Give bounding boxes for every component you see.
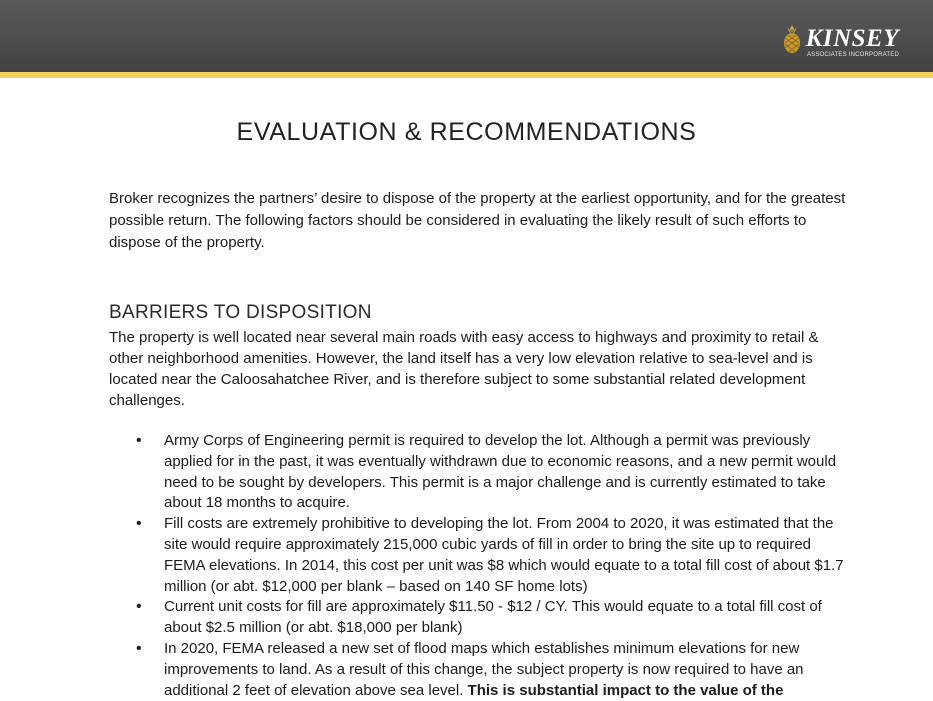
bullet-item-unit-costs: • Current unit costs for fill are approximately $11.50 - $12 / CY. This would equate to a total fill cost of about $2.5 million (or abt. $18,000 per blank)	[109, 597, 849, 639]
intro-paragraph: Broker recognizes the partners’ desire to dispose of the property at the earliest opportunity, and for the greatest possible return. The following factors should be considered in evaluating the likely result of such efforts to dispose of the property.	[109, 190, 846, 251]
section-heading-barriers: BARRIERS TO DISPOSITION	[109, 302, 372, 323]
barriers-bullet-list	[109, 431, 849, 701]
header-bar	[0, 0, 933, 72]
header-accent-rule	[0, 72, 933, 78]
bullet-fema-bold-text: This is substantial impact to the value of the	[467, 681, 784, 699]
company-logo	[780, 26, 899, 59]
page-title: EVALUATION & RECOMMENDATIONS	[236, 118, 697, 146]
logo-tagline: ASSOCIATES INCORPORATED	[806, 52, 899, 58]
bullet-fema-text: In 2020, FEMA released a new set of flood maps which establishes minimum elevations for new improvements to land. As a result of this change, the subject property is now required to have an additional 2 feet of elevation above sea level.	[164, 639, 804, 699]
bullet-item-fema	[109, 639, 849, 701]
barriers-paragraph: The property is well located near several main roads with easy access to highways and proximity to retail & other neighborhood amenities. However, the land itself has a very low elevation relative to sea-level and is located near the Caloosahatchee River, and is therefore subject to some substantial related development challenges.	[109, 329, 819, 409]
pineapple-icon	[780, 24, 804, 54]
bullet-item-permit: • Army Corps of Engineering permit is required to develop the lot. Although a permit was previously applied for in the past, it was eventually withdrawn due to economic reasons, and a new permit would need to be sought by developers. This permit is a major challenge and is currently estimated to take about 18 months to acquire.	[109, 431, 849, 514]
bullet-item-fill-costs: • Fill costs are extremely prohibitive to developing the lot. From 2004 to 2020, it was estimated that the site would require approximately 215,000 cubic yards of fill in order to bring the site up to required FEMA elevations. In 2014, this cost per unit was $8 which would equate to a total fill cost of about $1.7 million (or abt. $12,000 per blank – based on 140 SF home lots)	[109, 514, 849, 597]
logo-wordmark: KINSEY	[805, 25, 899, 52]
